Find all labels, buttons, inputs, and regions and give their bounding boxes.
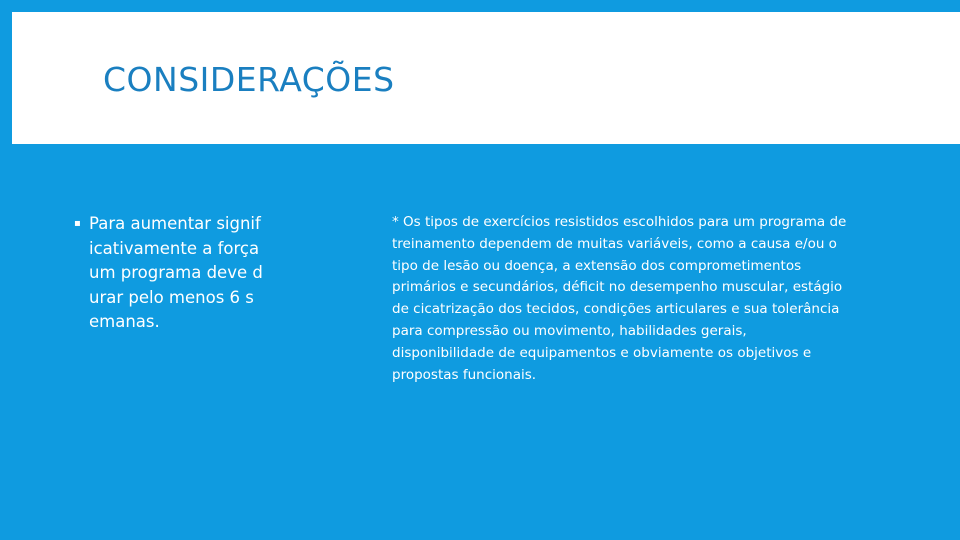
slide-title: CONSIDERAÇÕES <box>103 60 395 99</box>
title-band <box>12 12 960 144</box>
bullet-icon: ▪ <box>74 218 81 229</box>
bullet-text: Para aumentar significativamente a força um programa deve durar pelo menos 6 semanas. <box>89 214 263 331</box>
left-column <box>74 212 274 335</box>
right-column-text: * Os tipos de exercícios resistidos escolhidos para um programa de treinamento dependem de muitas variáveis, como a causa e/ou o tipo de lesão ou doença, a extensão dos comprometimentos primários e secundários, déficit no desempenho muscular, estágio de cicatrização dos tecidos, condições articulares e sua tolerância para compressão ou movimento, habilidades gerais, disponibilidade de equipamentos e obviamente os objetivos e propostas funcionais. <box>392 214 847 383</box>
bullet-item <box>74 212 274 335</box>
